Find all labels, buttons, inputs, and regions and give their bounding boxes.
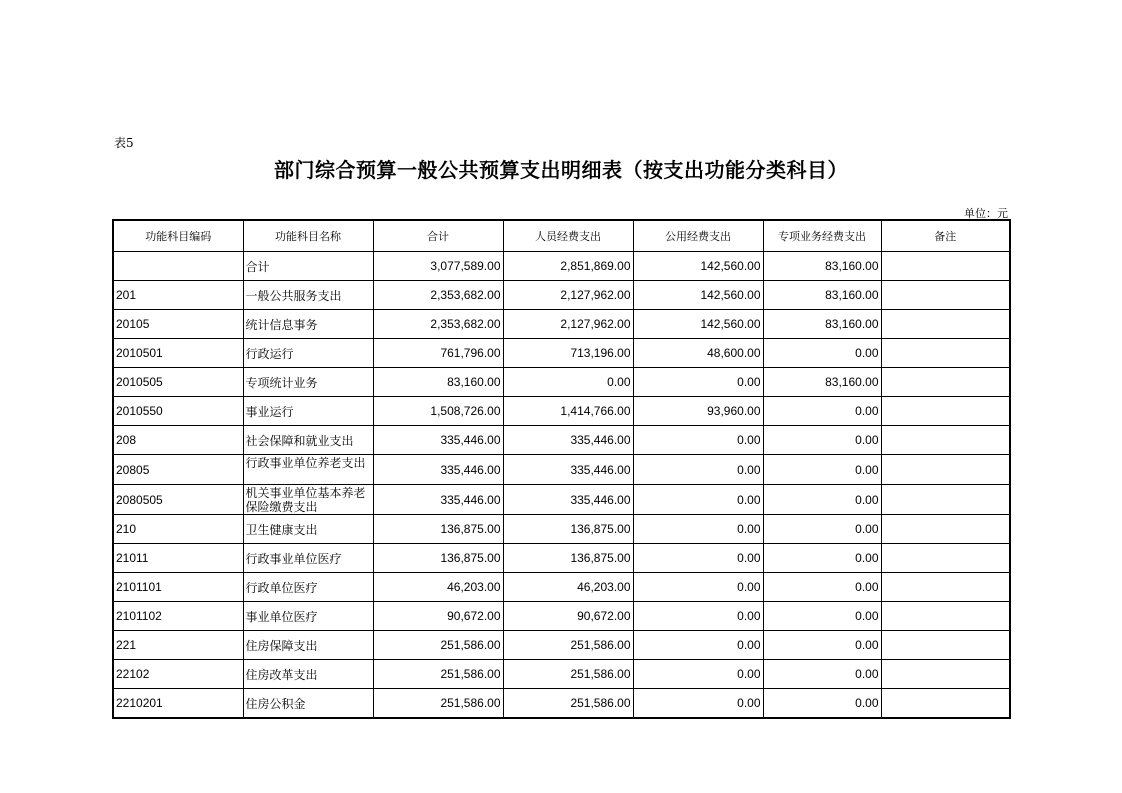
cell-project: 0.00 — [763, 455, 881, 485]
cell-public: 142,560.00 — [633, 310, 763, 339]
cell-code: 210 — [113, 515, 243, 544]
table-row — [113, 455, 1010, 485]
cell-code: 2010550 — [113, 397, 243, 426]
cell-note — [881, 455, 1010, 485]
cell-name: 行政单位医疗 — [243, 573, 373, 602]
cell-public: 0.00 — [633, 544, 763, 573]
cell-personnel: 0.00 — [503, 368, 633, 397]
expenditure-table — [112, 219, 1011, 719]
cell-note — [881, 426, 1010, 455]
cell-total: 46,203.00 — [373, 573, 503, 602]
cell-total: 335,446.00 — [373, 426, 503, 455]
cell-public: 0.00 — [633, 426, 763, 455]
cell-public: 0.00 — [633, 573, 763, 602]
cell-note — [881, 397, 1010, 426]
cell-note — [881, 660, 1010, 689]
cell-personnel: 46,203.00 — [503, 573, 633, 602]
cell-total: 90,672.00 — [373, 602, 503, 631]
cell-total: 251,586.00 — [373, 660, 503, 689]
table-row — [113, 660, 1010, 689]
table-row — [113, 602, 1010, 631]
table-number: 表5 — [114, 136, 134, 150]
cell-public: 0.00 — [633, 368, 763, 397]
cell-project: 0.00 — [763, 660, 881, 689]
cell-project: 0.00 — [763, 631, 881, 660]
cell-code: 208 — [113, 426, 243, 455]
cell-note — [881, 631, 1010, 660]
cell-public: 0.00 — [633, 485, 763, 515]
cell-note — [881, 252, 1010, 281]
cell-personnel: 136,875.00 — [503, 515, 633, 544]
cell-code: 20805 — [113, 455, 243, 485]
cell-personnel: 251,586.00 — [503, 660, 633, 689]
cell-public: 142,560.00 — [633, 252, 763, 281]
cell-note — [881, 573, 1010, 602]
unit-label: 单位：元 — [964, 207, 1008, 220]
cell-note — [881, 689, 1010, 719]
cell-name: 社会保障和就业支出 — [243, 426, 373, 455]
cell-name: 住房保障支出 — [243, 631, 373, 660]
cell-note — [881, 368, 1010, 397]
cell-public: 142,560.00 — [633, 281, 763, 310]
cell-total: 83,160.00 — [373, 368, 503, 397]
cell-note — [881, 310, 1010, 339]
cell-code: 201 — [113, 281, 243, 310]
cell-public: 48,600.00 — [633, 339, 763, 368]
cell-project: 0.00 — [763, 573, 881, 602]
cell-public: 0.00 — [633, 455, 763, 485]
cell-name: 住房改革支出 — [243, 660, 373, 689]
cell-project: 0.00 — [763, 339, 881, 368]
cell-total: 136,875.00 — [373, 544, 503, 573]
cell-project: 0.00 — [763, 426, 881, 455]
table-row — [113, 426, 1010, 455]
table-row — [113, 573, 1010, 602]
cell-personnel: 1,414,766.00 — [503, 397, 633, 426]
cell-public: 93,960.00 — [633, 397, 763, 426]
cell-name: 行政运行 — [243, 339, 373, 368]
cell-total: 3,077,589.00 — [373, 252, 503, 281]
cell-total: 251,586.00 — [373, 689, 503, 719]
cell-public: 0.00 — [633, 689, 763, 719]
cell-project: 83,160.00 — [763, 310, 881, 339]
cell-total: 335,446.00 — [373, 455, 503, 485]
header-note: 备注 — [881, 220, 1010, 252]
cell-code — [113, 252, 243, 281]
cell-name: 住房公积金 — [243, 689, 373, 719]
cell-total: 251,586.00 — [373, 631, 503, 660]
cell-code: 2080505 — [113, 485, 243, 515]
cell-name: 一般公共服务支出 — [243, 281, 373, 310]
cell-project: 0.00 — [763, 485, 881, 515]
cell-project: 83,160.00 — [763, 252, 881, 281]
cell-personnel: 251,586.00 — [503, 631, 633, 660]
cell-personnel: 335,446.00 — [503, 426, 633, 455]
cell-personnel: 713,196.00 — [503, 339, 633, 368]
cell-note — [881, 602, 1010, 631]
cell-total: 761,796.00 — [373, 339, 503, 368]
table-row — [113, 397, 1010, 426]
cell-code: 2101102 — [113, 602, 243, 631]
cell-total: 1,508,726.00 — [373, 397, 503, 426]
cell-name: 事业单位医疗 — [243, 602, 373, 631]
cell-public: 0.00 — [633, 602, 763, 631]
header-project: 专项业务经费支出 — [763, 220, 881, 252]
cell-personnel: 136,875.00 — [503, 544, 633, 573]
cell-code: 2010505 — [113, 368, 243, 397]
cell-personnel: 335,446.00 — [503, 485, 633, 515]
cell-name: 统计信息事务 — [243, 310, 373, 339]
cell-project: 0.00 — [763, 397, 881, 426]
cell-code: 221 — [113, 631, 243, 660]
table-row — [113, 310, 1010, 339]
cell-name: 行政事业单位医疗 — [243, 544, 373, 573]
header-personnel: 人员经费支出 — [503, 220, 633, 252]
cell-project: 0.00 — [763, 689, 881, 719]
table-row — [113, 339, 1010, 368]
page-title: 部门综合预算一般公共预算支出明细表（按支出功能分类科目） — [274, 158, 848, 182]
cell-public: 0.00 — [633, 515, 763, 544]
cell-total: 335,446.00 — [373, 485, 503, 515]
table-row — [113, 544, 1010, 573]
cell-public: 0.00 — [633, 660, 763, 689]
cell-personnel: 251,586.00 — [503, 689, 633, 719]
cell-personnel: 2,127,962.00 — [503, 281, 633, 310]
cell-name: 机关事业单位基本养老保险缴费支出 — [243, 485, 373, 515]
cell-name: 行政事业单位养老支出 — [243, 455, 373, 485]
cell-name: 卫生健康支出 — [243, 515, 373, 544]
cell-project: 0.00 — [763, 544, 881, 573]
cell-note — [881, 544, 1010, 573]
cell-personnel: 90,672.00 — [503, 602, 633, 631]
table-row — [113, 281, 1010, 310]
cell-project: 0.00 — [763, 515, 881, 544]
header-public: 公用经费支出 — [633, 220, 763, 252]
table-row — [113, 689, 1010, 719]
cell-name: 事业运行 — [243, 397, 373, 426]
header-name: 功能科目名称 — [243, 220, 373, 252]
cell-code: 2010501 — [113, 339, 243, 368]
cell-note — [881, 339, 1010, 368]
table-row — [113, 631, 1010, 660]
cell-code: 21011 — [113, 544, 243, 573]
cell-project: 83,160.00 — [763, 281, 881, 310]
cell-project: 0.00 — [763, 602, 881, 631]
cell-project: 83,160.00 — [763, 368, 881, 397]
cell-name: 合计 — [243, 252, 373, 281]
table-row — [113, 252, 1010, 281]
cell-personnel: 2,127,962.00 — [503, 310, 633, 339]
table-row — [113, 515, 1010, 544]
cell-note — [881, 281, 1010, 310]
table-header-row — [113, 220, 1010, 252]
cell-note — [881, 515, 1010, 544]
cell-personnel: 335,446.00 — [503, 455, 633, 485]
table-row — [113, 368, 1010, 397]
header-total: 合计 — [373, 220, 503, 252]
cell-total: 2,353,682.00 — [373, 281, 503, 310]
cell-public: 0.00 — [633, 631, 763, 660]
cell-code: 2101101 — [113, 573, 243, 602]
table-row — [113, 485, 1010, 515]
cell-code: 22102 — [113, 660, 243, 689]
cell-note — [881, 485, 1010, 515]
cell-name: 专项统计业务 — [243, 368, 373, 397]
cell-total: 136,875.00 — [373, 515, 503, 544]
cell-personnel: 2,851,869.00 — [503, 252, 633, 281]
cell-code: 2210201 — [113, 689, 243, 719]
header-code: 功能科目编码 — [113, 220, 243, 252]
cell-total: 2,353,682.00 — [373, 310, 503, 339]
cell-code: 20105 — [113, 310, 243, 339]
